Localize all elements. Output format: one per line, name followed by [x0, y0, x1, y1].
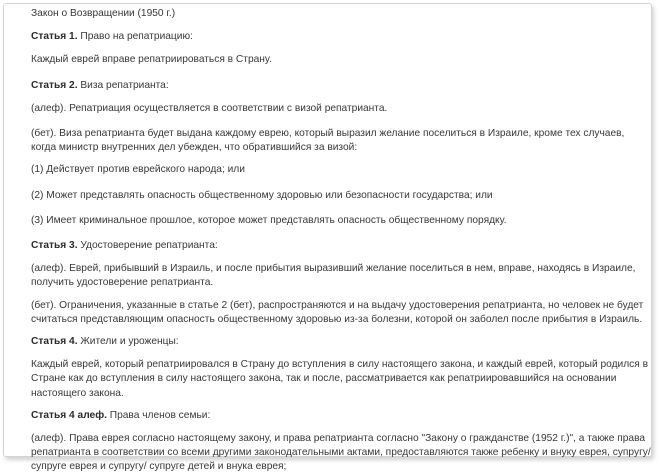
list-item: (1) Действует против еврейского народа; или — [31, 164, 245, 176]
article-name: Удостоверение репатрианта: — [77, 240, 218, 252]
document-body — [4, 4, 651, 475]
document-title: Закон о Возвращении (1950 г.) — [31, 8, 176, 19]
paragraph: (алеф). Репатриация осуществляется в соответствии с визой репатрианта. — [31, 102, 388, 114]
paragraph: (алеф). Еврей, прибывший в Израиль, и после прибытия выразивший желание поселиться в нем, вправе, находясь в Израиле, получить удостоверение репатрианта. — [31, 263, 636, 289]
article-name: Право на репатриацию: — [77, 31, 193, 43]
article-heading: Статья 2. — [31, 79, 78, 91]
article-heading: Статья 3. — [31, 240, 78, 252]
paragraph: (бет). Виза репатрианта будет выдана каждому еврею, который выразил желание поселиться в Израиле, кроме тех случаев, когда министр внутренних дел убежден, что обратившийся за визой: — [31, 128, 625, 154]
list-item: (2) Может представлять опасность общественному здоровью или безопасности государства; или — [31, 189, 493, 201]
article-name: Виза репатрианта: — [77, 79, 169, 91]
article-name: Права членов семьи: — [106, 409, 211, 421]
paragraph: Каждый еврей, который репатриировался в Страну до вступления в силу настоящего закона, и каждый еврей, который родился в Стране как до вступления в силу настоящего закона, так и после, рассматривается как репатриировавшийся на основании настоящего закона. — [31, 359, 649, 399]
article-4-header — [31, 335, 651, 349]
paragraph: Каждый еврей вправе репатриироваться в Страну. — [31, 54, 272, 66]
paragraph: (бет). Ограничения, указанные в статье 2 (бет), распространяются и на выдачу удостоверения репатрианта, но человек не будет считаться представляющим опасность общественному здоровью из-за болезни, которой он заболел после прибытия в Израиль. — [31, 299, 644, 325]
paragraph: (алеф). Права еврея согласно настоящему закону, и права репатрианта согласно "Закону о гражданстве (1952 г.)", а также права репатрианта в соответствии со всеми другими законодательными актами, предоставляются также ребенку и внуку еврея, супругу/супруге еврея и супругу/ супруге детей и внука еврея; — [31, 433, 651, 473]
article-heading: Статья 1. — [31, 31, 78, 43]
article-3-header — [31, 239, 651, 253]
document-panel — [3, 3, 652, 473]
article-name: Жители и уроженцы: — [77, 336, 179, 348]
article-heading: Статья 4. — [31, 336, 78, 348]
article-heading: Статья 4 алеф. — [31, 409, 107, 421]
article-2-header — [31, 79, 651, 93]
article-4-alef-header — [31, 409, 651, 423]
list-item: (3) Имеет криминальное прошлое, которое может представлять опасность общественному порядку. — [31, 214, 507, 226]
article-1-header — [31, 30, 651, 44]
